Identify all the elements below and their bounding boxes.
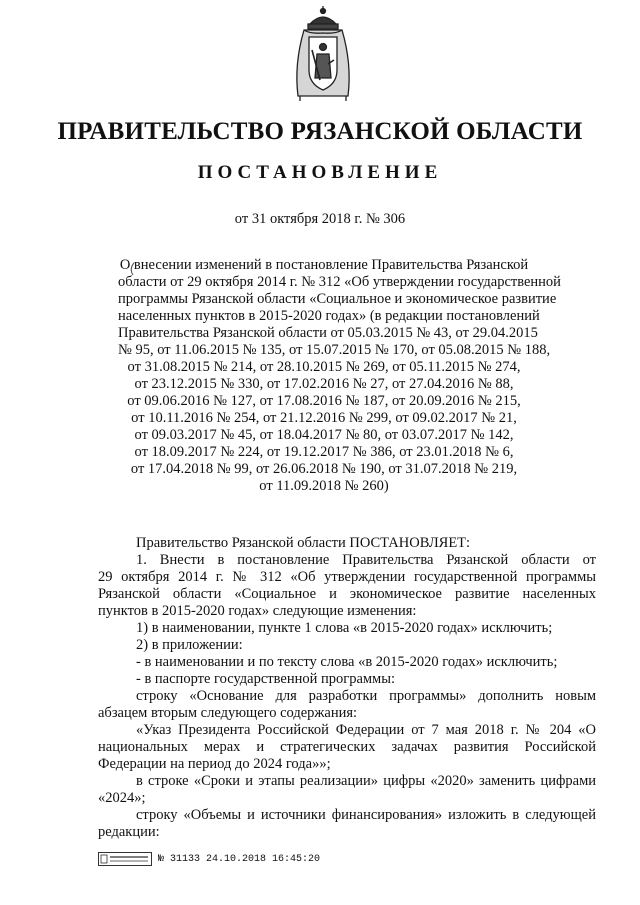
- registration-footer: [98, 850, 320, 868]
- document-body: [98, 535, 596, 841]
- body-line: национальных мерах и стратегических задачах развития Российской: [98, 739, 596, 755]
- subject-line: от 10.11.2016 № 254, от 21.12.2016 № 299, от 09.02.2017 № 21,: [131, 410, 517, 426]
- subject-line: области от 29 октября 2014 г. № 312 «Об утверждении государственной: [118, 274, 561, 290]
- body-line: Рязанской области «Социальное и экономическое развитие населенных: [98, 586, 596, 602]
- subject-line: программы Рязанской области «Социальное и экономическое развитие: [118, 291, 557, 307]
- subject-line: О внесении изменений в постановление Правительства Рязанской: [119, 257, 529, 273]
- body-line: Правительство Рязанской области ПОСТАНОВЛЯЕТ:: [136, 535, 471, 551]
- body-line: редакции:: [98, 824, 160, 840]
- body-line: «2024»;: [98, 790, 146, 806]
- subject-line: № 95, от 11.06.2015 № 135, от 15.07.2015 № 170, от 05.08.2015 № 188,: [118, 342, 551, 358]
- body-line: абзацем вторым следующего содержания:: [98, 705, 358, 721]
- body-line: в строке «Сроки и этапы реализации» цифры «2020» заменить цифрами: [136, 773, 596, 789]
- body-line: пунктов в 2015-2020 годах» следующие изменения:: [98, 603, 417, 619]
- margin-mark-icon: [128, 262, 136, 276]
- document-type: ПОСТАНОВЛЕНИЕ: [197, 162, 443, 183]
- body-line: строку «Основание для разработки программы» дополнить новым: [136, 688, 596, 704]
- document-subject: [118, 257, 561, 495]
- subject-line: Правительства Рязанской области от 05.03.2015 № 43, от 29.04.2015: [118, 325, 538, 341]
- subject-line: от 11.09.2018 № 260): [259, 478, 389, 494]
- body-line: - в паспорте государственной программы:: [136, 671, 396, 687]
- subject-line: от 17.04.2018 № 99, от 26.06.2018 № 190, от 31.07.2018 № 219,: [130, 461, 518, 477]
- body-line: 1) в наименовании, пункте 1 слова «в 2015-2020 годах» исключить;: [136, 620, 553, 636]
- registration-number: № 31133 24.10.2018 16:45:20: [158, 853, 321, 865]
- subject-line: от 09.03.2017 № 45, от 18.04.2017 № 80, от 03.07.2017 № 142,: [134, 427, 514, 443]
- subject-line: населенных пунктов в 2015-2020 годах» (в редакции постановлений: [118, 308, 540, 324]
- body-line: «Указ Президента Российской Федерации от 7 мая 2018 г. № 204 «О: [136, 722, 596, 738]
- body-line: строку «Объемы и источники финансирования» изложить в следующей: [136, 807, 596, 823]
- body-line: 1. Внести в постановление Правительства Рязанской области от: [136, 552, 596, 568]
- body-line: Федерации на период до 2024 года»»;: [98, 756, 331, 772]
- subject-line: от 09.06.2016 № 127, от 17.08.2016 № 187, от 20.09.2016 № 215,: [127, 393, 521, 409]
- coat-of-arms-icon: [290, 4, 356, 104]
- body-line: - в наименовании и по тексту слова «в 2015-2020 годах» исключить;: [136, 654, 558, 670]
- registry-stamp-icon: [98, 852, 152, 866]
- subject-line: от 23.12.2015 № 330, от 17.02.2016 № 27, от 27.04.2016 № 88,: [134, 376, 514, 392]
- subject-line: от 18.09.2017 № 224, от 19.12.2017 № 386, от 23.01.2018 № 6,: [134, 444, 514, 460]
- government-title: ПРАВИТЕЛЬСТВО РЯЗАНСКОЙ ОБЛАСТИ: [57, 118, 583, 145]
- body-line: 29 октября 2014 г. № 312 «Об утверждении государственной программы: [98, 569, 596, 585]
- subject-line: от 31.08.2015 № 214, от 28.10.2015 № 269, от 05.11.2015 № 274,: [127, 359, 521, 375]
- body-line: 2) в приложении:: [136, 637, 243, 653]
- document-date-number: от 31 октября 2018 г. № 306: [234, 211, 406, 227]
